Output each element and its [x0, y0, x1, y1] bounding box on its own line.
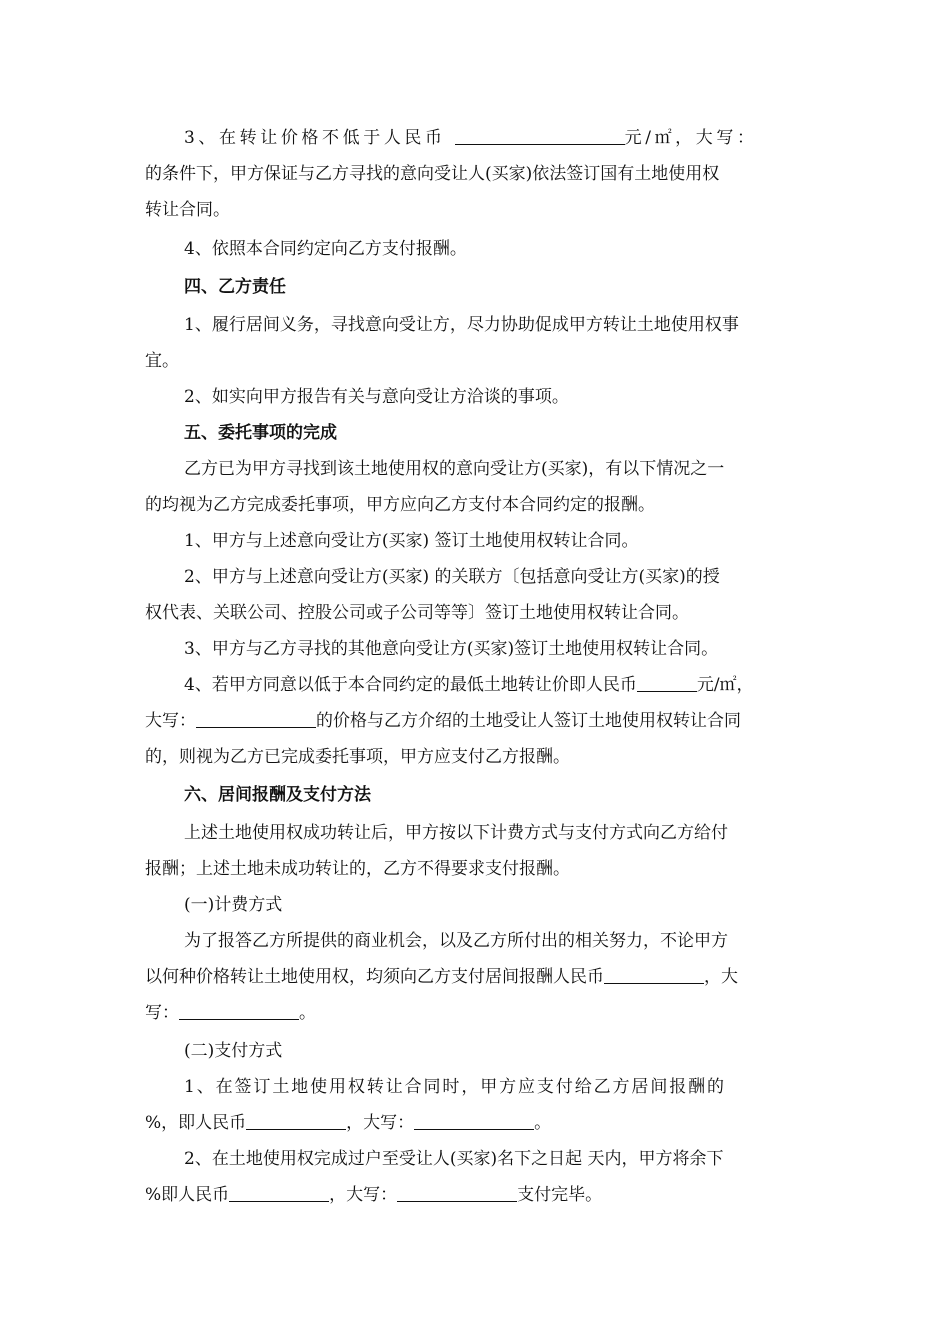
text: 以何种价格转让土地使用权，均须向乙方支付居间报酬人民币 [145, 967, 604, 987]
clause-pay-1-cont [145, 1105, 805, 1141]
text: 大写： [145, 711, 196, 731]
section-heading-4: 四、乙方责任 [184, 277, 286, 297]
text: %即人民币 [145, 1185, 230, 1205]
clause-fee: 为了报答乙方所提供的商业机会，以及乙方所付出的相关努力，不论甲方 [184, 931, 728, 951]
text: 元/㎡， [696, 675, 754, 695]
text: ，大写： [346, 1113, 415, 1133]
section-heading-6: 六、居间报酬及支付方法 [184, 785, 371, 805]
text: ，大写： [329, 1185, 398, 1205]
clause-5-intro: 乙方已为甲方寻找到该土地使用权的意向受让方(买家)，有以下情况之一 [184, 459, 725, 479]
text: %，即人民币 [145, 1113, 247, 1133]
clause-4-2: 2、如实向甲方报告有关与意向受让方洽谈的事项。 [184, 387, 569, 407]
clause-5-2-cont: 权代表、关联公司、控股公司或子公司等等〕签订土地使用权转让合同。 [145, 603, 689, 623]
paragraph-3-cont: 的条件下，甲方保证与乙方寻找的意向受让人(买家)依法签订国有土地使用权 [145, 164, 720, 184]
text: 3、在转让价格不低于人民币 [184, 128, 446, 148]
clause-5-1: 1、甲方与上述意向受让方(买家) 签订土地使用权转让合同。 [184, 531, 639, 551]
clause-fee-cont [145, 959, 805, 995]
text: ，大 [704, 967, 738, 987]
clause-5-4-end: 的，则视为乙方已完成委托事项，甲方应支付乙方报酬。 [145, 747, 570, 767]
text: 4、若甲方同意以低于本合同约定的最低土地转让价即人民币 [184, 675, 637, 695]
paragraph-4: 4、依照本合同约定向乙方支付报酬。 [184, 239, 467, 259]
clause-pay-2-cont [145, 1177, 805, 1213]
text: 。 [299, 1003, 316, 1023]
text: 支付完毕。 [517, 1185, 603, 1205]
clause-pay-2: 2、在土地使用权完成过户至受让人(买家)名下之日起 天内，甲方将余下 [184, 1149, 724, 1169]
blank-line [229, 1183, 329, 1202]
blank-line [179, 1001, 299, 1020]
clause-6-intro-cont: 报酬；上述土地未成功转让的，乙方不得要求支付报酬。 [145, 859, 570, 879]
clause-5-3: 3、甲方与乙方寻找的其他意向受让方(买家)签订土地使用权转让合同。 [184, 639, 719, 659]
blank-line [414, 1111, 534, 1130]
text: 。 [534, 1113, 552, 1133]
clause-5-2: 2、甲方与上述意向受让方(买家) 的关联方〔包括意向受让方(买家)的授 [184, 567, 720, 587]
clause-5-intro-cont: 的均视为乙方完成委托事项，甲方应向乙方支付本合同约定的报酬。 [145, 495, 655, 515]
text: 的价格与乙方介绍的土地受让人签订土地使用权转让合同 [316, 711, 741, 731]
subheading-payment: (二)支付方式 [184, 1041, 283, 1061]
blank-line [196, 709, 316, 728]
paragraph-3 [145, 120, 844, 156]
blank-line [604, 965, 704, 984]
text: 写： [145, 1003, 179, 1023]
clause-4-1-cont: 宜。 [145, 351, 179, 371]
clause-5-4-cont [145, 703, 805, 739]
clause-4-1: 1、履行居间义务，寻找意向受让方，尽力协助促成甲方转让土地使用权事 [184, 315, 739, 335]
clause-pay-1: 1、在签订土地使用权转让合同时，甲方应支付给乙方居间报酬的 [184, 1077, 726, 1097]
text: 元/㎡，大写： [624, 128, 758, 148]
blank-line [397, 1183, 517, 1202]
clause-6-intro: 上述土地使用权成功转让后，甲方按以下计费方式与支付方式向乙方给付 [184, 823, 728, 843]
blank-line [246, 1111, 346, 1130]
subheading-fee: (一)计费方式 [184, 895, 283, 915]
section-heading-5: 五、委托事项的完成 [184, 423, 337, 443]
blank-line [455, 126, 625, 145]
blank-line [637, 673, 697, 692]
clause-fee-end [145, 995, 805, 1031]
paragraph-3-end: 转让合同。 [145, 200, 230, 220]
clause-5-4 [145, 667, 844, 703]
